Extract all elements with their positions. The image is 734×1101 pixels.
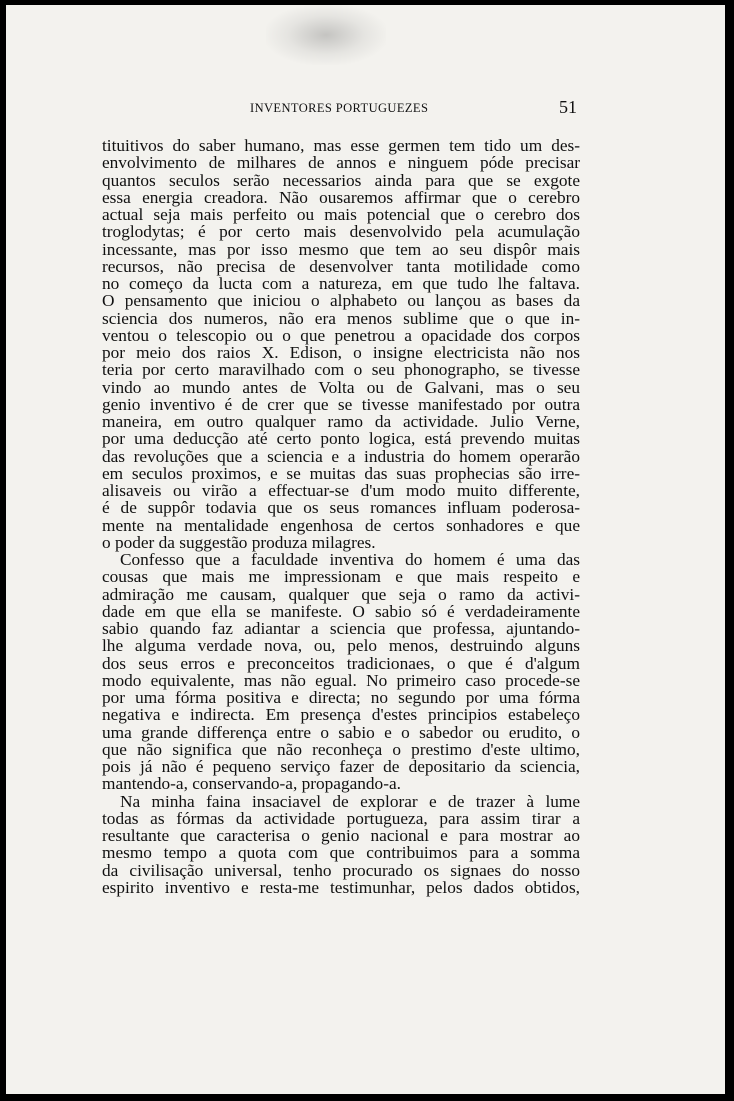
text-line: no começo da lucta com a natureza, em que tudo lhe faltava. bbox=[102, 274, 580, 293]
text-line: tituitivos do saber humano, mas esse germen tem tido um des- bbox=[102, 136, 580, 155]
text-line: uma grande differença entre o sabio e o sabedor ou erudito, o bbox=[102, 722, 580, 742]
page-header bbox=[6, 97, 725, 121]
text-line: Na minha faina insaciavel de explorar e de trazer à lume bbox=[120, 791, 580, 811]
text-line: é de suppôr todavia que os seus romances influam poderosa- bbox=[102, 498, 580, 518]
ink-smudge bbox=[266, 5, 386, 65]
text-line: mesmo tempo a quota com que contribuimos para a somma bbox=[102, 843, 580, 863]
text-line: O pensamento que iniciou o alphabeto ou lançou as bases da bbox=[102, 291, 580, 311]
text-line: da civilisação universal, tenho procurado os signaes do nosso bbox=[102, 860, 580, 880]
text-line: cousas que mais me impressionam e que mais respeito e bbox=[102, 567, 580, 587]
text-line: Confesso que a faculdade inventiva do homem é uma das bbox=[120, 550, 580, 569]
text-line: vindo ao mundo antes de Volta ou de Galvani, mas o seu bbox=[102, 377, 580, 397]
text-line: recursos, não precisa de desenvolver tanta motilidade como bbox=[102, 256, 580, 276]
text-line: que não significa que não reconheça o prestimo d'este ultimo, bbox=[102, 739, 580, 759]
text-line: negativa e indirecta. Em presença d'estes principios estabeleço bbox=[102, 705, 580, 725]
text-line: essa energia creadora. Não ousaremos affirmar que o cerebro bbox=[102, 187, 580, 207]
text-line: o poder da suggestão produza milagres. bbox=[102, 532, 376, 552]
text-line: todas as fórmas da actividade portugueza, para assim tirar a bbox=[102, 808, 580, 828]
text-line: alisaveis ou virão a effectuar-se d'um modo muito differente, bbox=[102, 481, 580, 500]
text-line: por meio dos raios X. Edison, o insigne electricista não nos bbox=[102, 343, 580, 362]
text-line: resultante que caracterisa o genio nacional e para mostrar ao bbox=[102, 826, 580, 845]
text-line: em seculos proximos, e se muitas das suas prophecias são irre- bbox=[102, 463, 580, 483]
text-line: lhe alguma verdade nova, ou, pelo menos, destruindo alguns bbox=[102, 636, 580, 656]
text-line: espirito inventivo e resta-me testimunhar, pelos dados obtidos, bbox=[102, 877, 580, 897]
text-line: ventou o telescopio ou o que penetrou a opacidade dos corpos bbox=[102, 325, 580, 345]
text-line: por uma deducção até certo ponto logica, está prevendo muitas bbox=[102, 429, 580, 449]
text-line: sabio quando faz adiantar a sciencia que professa, ajuntando- bbox=[102, 619, 580, 638]
text-line: admiração me causam, qualquer que seja o ramo da activi- bbox=[102, 584, 580, 604]
text-line: teria por certo maravilhado com o seu phonographo, se tivesse bbox=[102, 360, 580, 380]
text-line: actual seja mais perfeito ou mais potencial que o cerebro dos bbox=[102, 205, 580, 224]
text-line: das revoluções que a sciencia e a industria do homem operarão bbox=[102, 446, 580, 466]
text-line: sciencia dos numeros, não era menos sublime que o que in- bbox=[102, 308, 580, 328]
text-line: quantos seculos serão necessarios ainda para que se exgote bbox=[102, 170, 580, 190]
text-line: dade em que ella se manifeste. O sabio só é verdadeiramente bbox=[102, 601, 580, 621]
text-line: pois já não é pequeno serviço fazer de depositario da sciencia, bbox=[102, 757, 580, 776]
text-line: troglodytas; é por certo mais desenvolvido pela acumulação bbox=[102, 222, 580, 242]
text-line: incessante, mas por isso mesmo que tem ao seu dispôr mais bbox=[102, 239, 580, 259]
page-number: 51 bbox=[559, 97, 577, 117]
book-page bbox=[6, 5, 725, 1094]
text-line: mente na mentalidade engenhosa de certos sonhadores e que bbox=[102, 515, 580, 535]
text-line: modo equivalente, mas não egual. No primeiro caso procede-se bbox=[102, 670, 580, 690]
text-line: por uma fórma positiva e directa; no segundo por uma fórma bbox=[102, 688, 580, 707]
body-text bbox=[102, 137, 580, 896]
text-line: maneira, em outro qualquer ramo da actividade. Julio Verne, bbox=[102, 412, 580, 431]
running-title: INVENTORES PORTUGUEZES bbox=[250, 101, 429, 115]
text-line: mantendo-a, conservando-a, propagando-a. bbox=[102, 774, 401, 794]
text-line: dos seus erros e preconceitos tradicionaes, o que é d'algum bbox=[102, 653, 580, 673]
text-line: genio inventivo é de crer que se tivesse manifestado por outra bbox=[102, 394, 580, 414]
text-line: envolvimento de milhares de annos e ninguem póde precisar bbox=[102, 153, 580, 173]
